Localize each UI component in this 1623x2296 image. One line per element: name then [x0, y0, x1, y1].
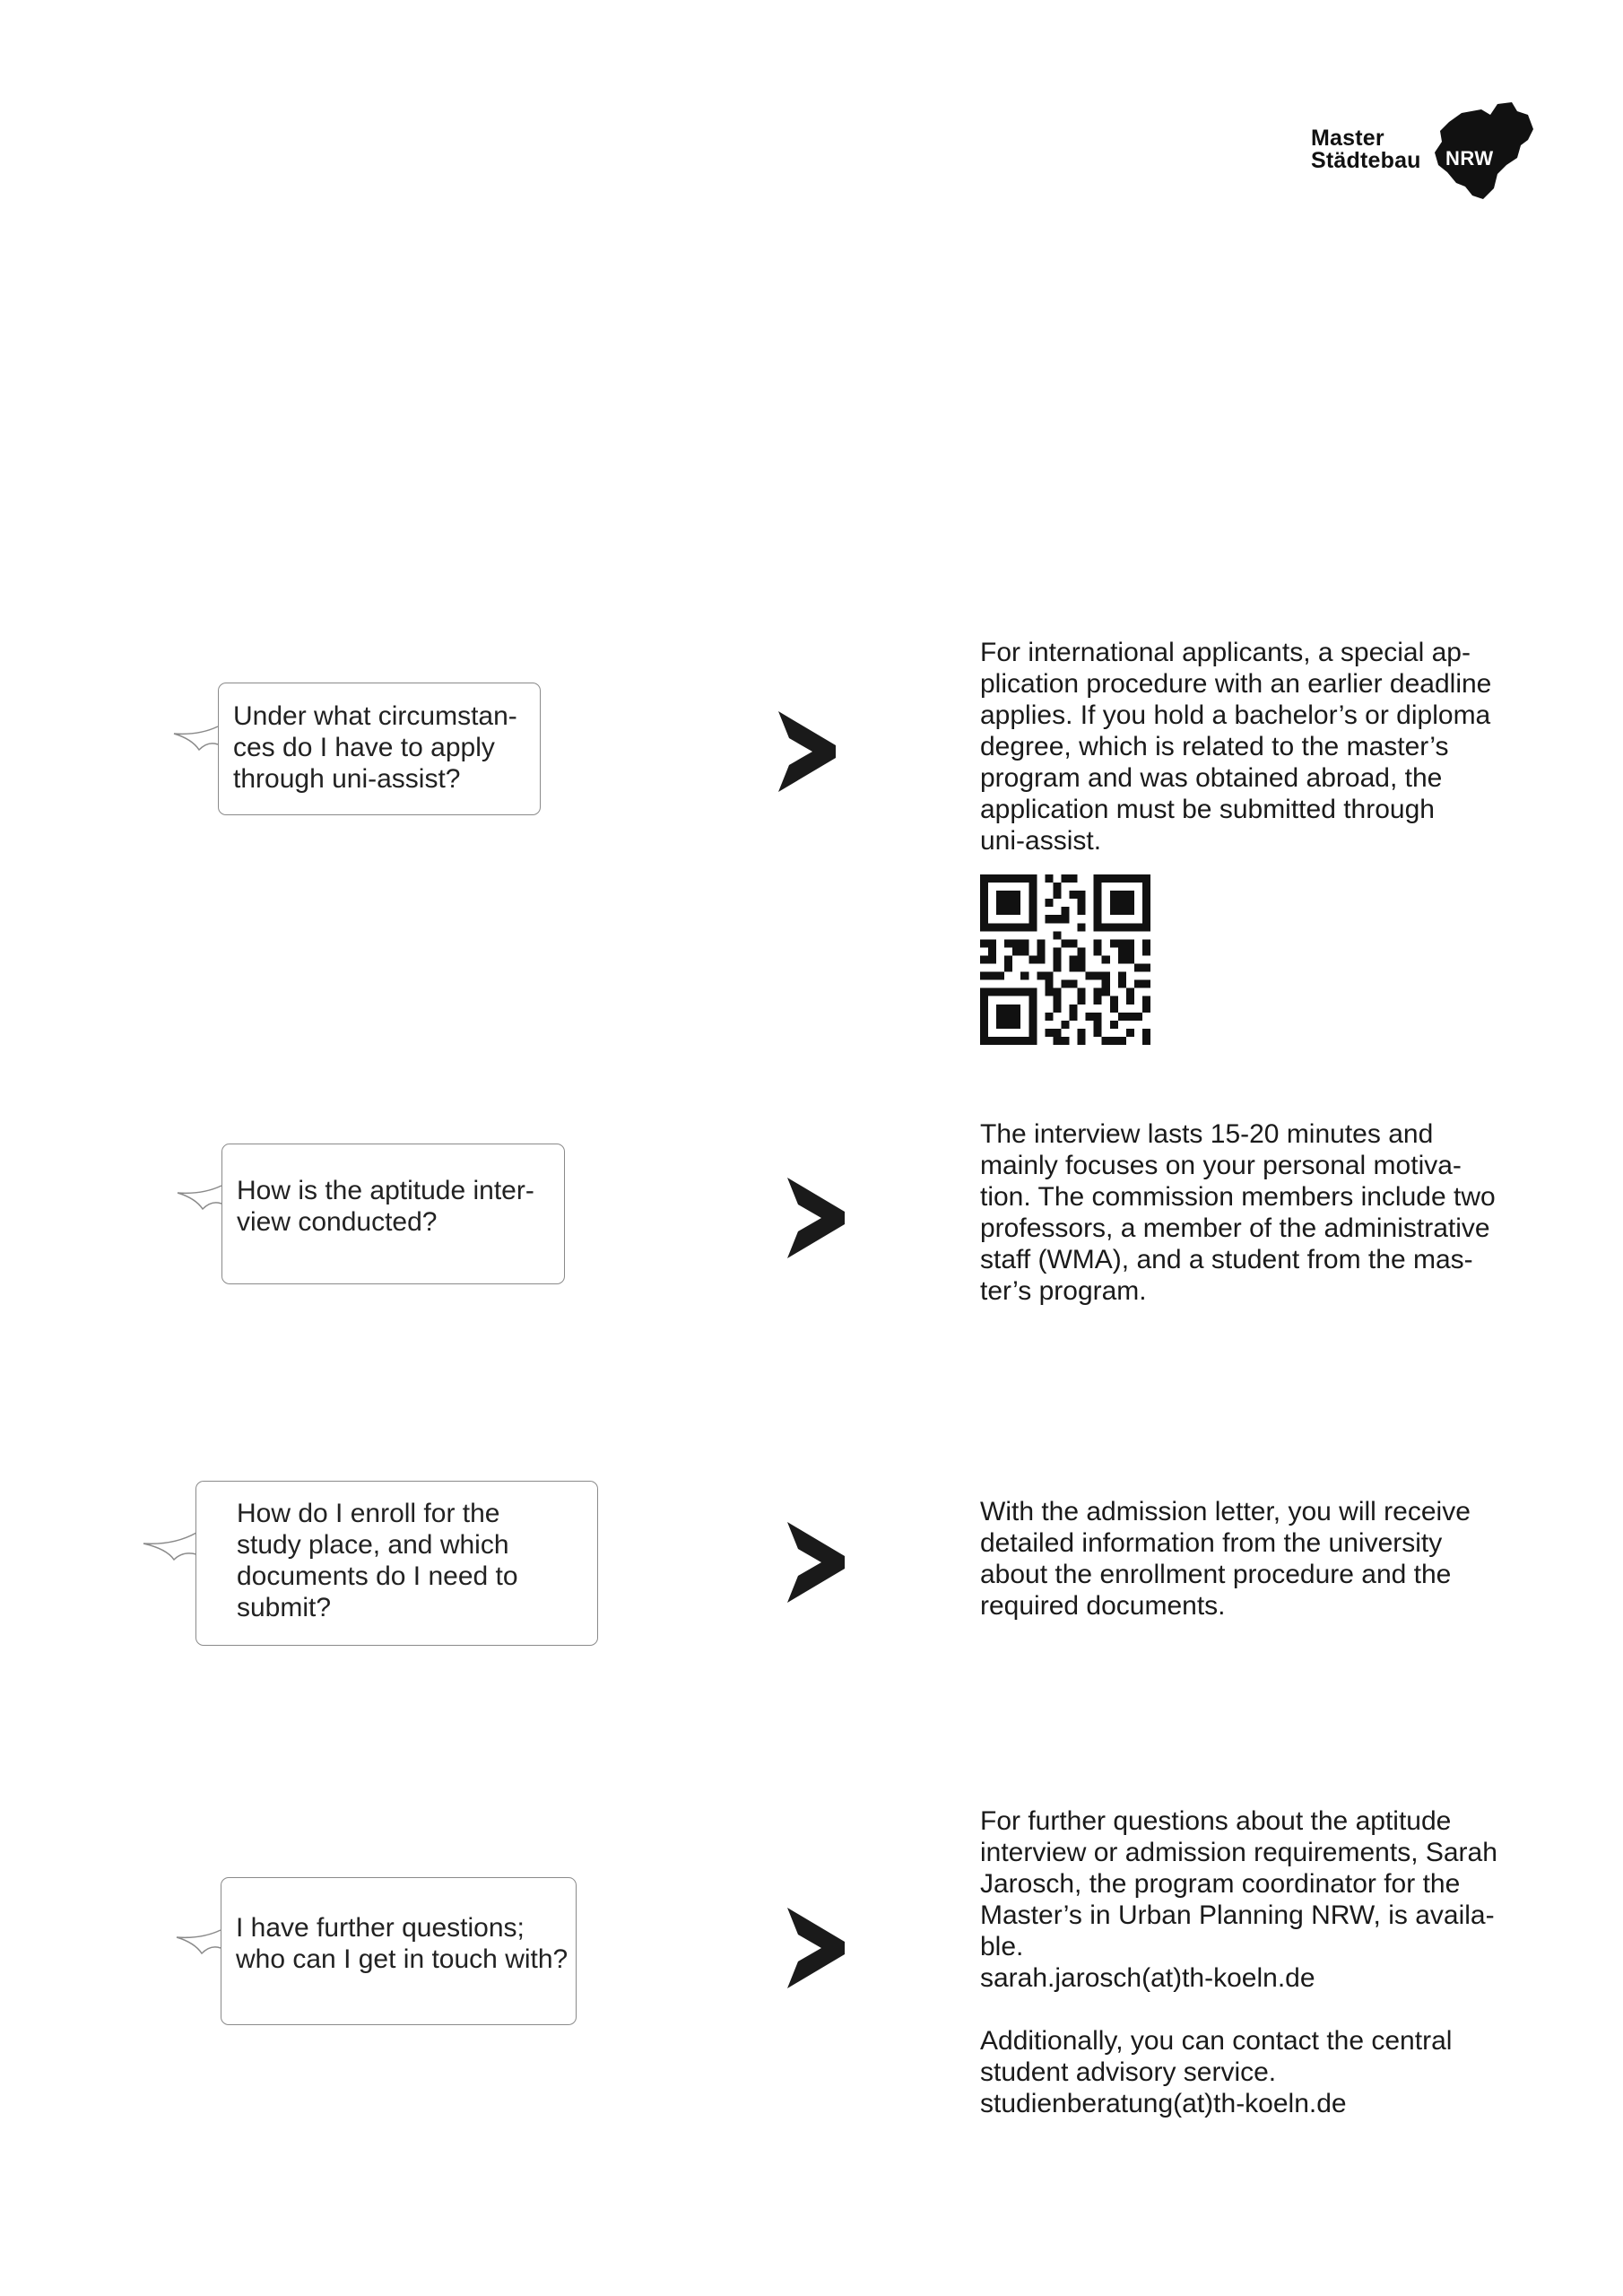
- answer-text: The interview lasts 15-20 minutes and mainly focuses on your personal motiva- tion. The commission members include two professors, a member of the administrative staff (WMA), and a student from the mas- ter’s program.: [980, 1119, 1496, 1306]
- qr-code: [980, 874, 1150, 1045]
- logo-wordmark: [1311, 127, 1421, 172]
- chevron-right-icon: [778, 711, 836, 792]
- question-bubble: [218, 683, 541, 815]
- logo-badge: NRW: [1445, 147, 1494, 170]
- chevron-right-icon: [787, 1908, 845, 1988]
- answer-text: For further questions about the aptitude interview or admission requirements, Sarah Jarosch, the program coordinator for the Master’s in Urban Planning NRW, is availa- ble. sarah.jarosch(at)th-koeln.de Additionally, you can contact the central student advisory service. studienberatung(at)th-koeln.de: [980, 1806, 1497, 2118]
- logo-line-1: Master: [1311, 126, 1384, 151]
- speech-bubble-tail: [172, 725, 219, 757]
- speech-bubble-tail: [142, 1531, 197, 1567]
- answer-text: For international applicants, a special ap- plication procedure with an earlier deadline applies. If you hold a bachelor’s or diploma degree, which is related to the master’s program and was obtained abroad, the application must be submitted through uni-assist.: [980, 638, 1492, 856]
- chevron-right-icon: [787, 1522, 845, 1603]
- program-logo: [1311, 102, 1535, 201]
- question-bubble: [221, 1144, 565, 1284]
- answer-text: With the admission letter, you will receive detailed information from the university about the enrollment procedure and the required documents.: [980, 1497, 1471, 1621]
- speech-bubble-tail: [175, 1928, 221, 1961]
- question-text: Under what circumstan- ces do I have to apply through uni-assist?: [233, 701, 517, 794]
- speech-bubble-tail: [176, 1184, 222, 1216]
- question-bubble: [221, 1877, 577, 2025]
- chevron-right-icon: [787, 1178, 845, 1258]
- question-text: I have further questions; who can I get in touch with?: [236, 1913, 568, 1974]
- question-text: How do I enroll for the study place, and which documents do I need to submit?: [237, 1499, 518, 1622]
- question-text: How is the aptitude inter- view conducted?: [237, 1176, 534, 1237]
- question-bubble: [195, 1481, 598, 1646]
- logo-line-2: Städtebau: [1311, 148, 1421, 173]
